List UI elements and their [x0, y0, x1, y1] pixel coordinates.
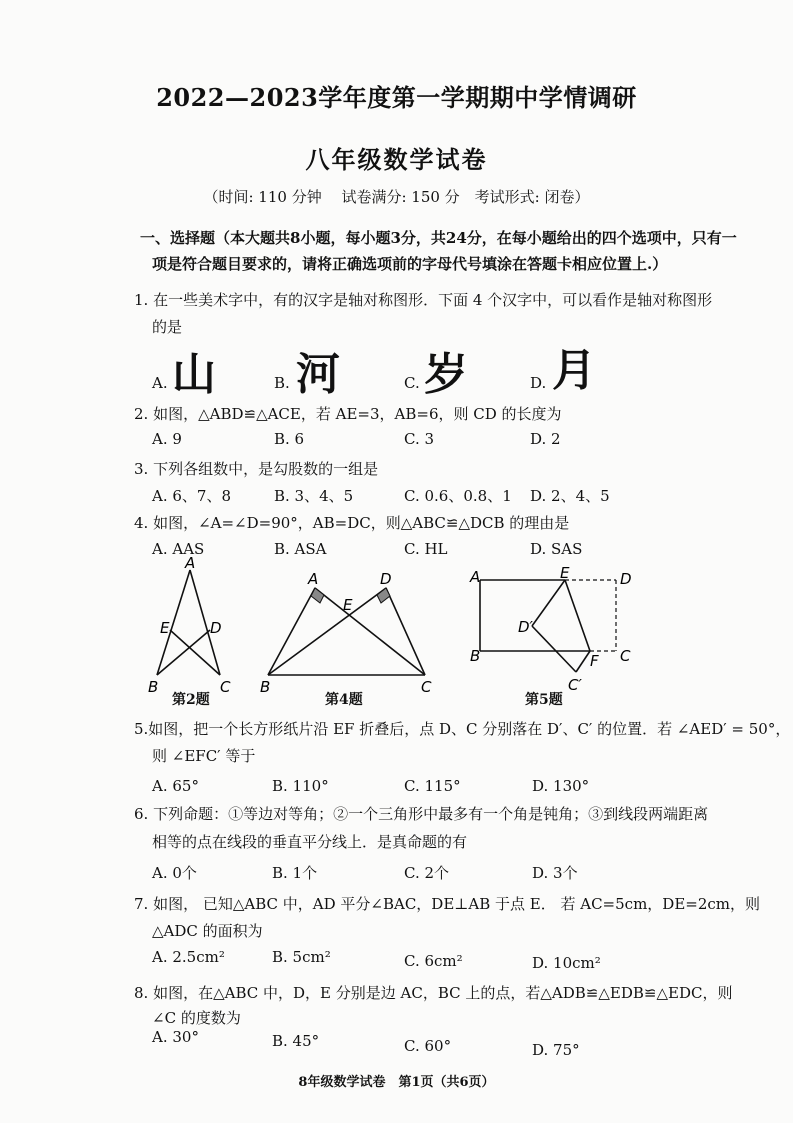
q1-option-d-char: 月 — [552, 345, 596, 396]
exam-title: 2022—2023学年度第一学期期中学情调研 — [156, 83, 637, 112]
q3-option-a: A. 6、7、8 — [152, 487, 231, 505]
q1-option-a-letter: A. — [152, 374, 168, 392]
q1-option-d-letter: D. — [530, 374, 547, 392]
q1-option-c-letter: C. — [404, 374, 420, 392]
fig5-caption: 第5题 — [525, 692, 563, 708]
fig4-right-angle-d — [377, 588, 390, 603]
fig5-label-e: E — [560, 564, 570, 582]
fig2-label-e: E — [160, 619, 170, 637]
q3-option-c: C. 0.6、0.8、1 — [404, 487, 512, 505]
q1-option-b-char: 河 — [296, 349, 340, 400]
q6-option-a: A. 0个 — [152, 864, 197, 882]
fig4-line-ab — [268, 588, 315, 675]
fig4-label-b: B — [260, 678, 271, 696]
fig2-caption: 第2题 — [172, 692, 210, 708]
fig4-label-a: A — [308, 570, 319, 588]
exam-info: （时间: 110 分钟 试卷满分: 150 分 考试形式: 闭卷） — [203, 188, 590, 206]
fig5-line-ef — [565, 580, 590, 651]
q3-text: 3. 下列各组数中，是勾股数的一组是 — [134, 460, 379, 478]
q5-text-line1: 5.如图，把一个长方形纸片沿 EF 折叠后，点 D、C 分别落在 D′、C′ 的位置．若 ∠AED′ = 50°， — [134, 720, 791, 738]
section-heading-line1: 一、选择题（本大题共8小题，每小题3分，共24分，在每小题给出的四个选项中，只有一 — [140, 229, 737, 247]
fig2-label-b: B — [148, 678, 159, 696]
figure-q4-diagram — [258, 568, 448, 698]
fig4-line-ac — [315, 588, 425, 675]
section-heading-line2: 项是符合题目要求的，请将正确选项前的字母代号填涂在答题卡相应位置上.） — [152, 255, 668, 273]
q1-text-line1: 1. 在一些美术字中，有的汉字是轴对称图形．下面 4 个汉字中，可以看作是轴对称图形 — [134, 291, 713, 309]
page-footer: 8年级数学试卷 第1页（共6页） — [298, 1075, 495, 1090]
q1-text-line2: 的是 — [152, 318, 183, 336]
q2-option-a: A. 9 — [152, 430, 182, 448]
fig5-label-c-prime: C′ — [568, 676, 582, 694]
fig4-line-dc — [386, 588, 425, 675]
figure-q5-diagram — [468, 566, 638, 696]
fig5-label-a: A — [470, 568, 481, 586]
q7-text-line1: 7. 如图， 已知△ABC 中，AD 平分∠BAC，DE⊥AB 于点 E． 若 AC=5cm，DE=2cm，则 — [134, 895, 761, 913]
q3-option-d: D. 2、4、5 — [530, 487, 610, 505]
q7-option-a: A. 2.5cm² — [152, 948, 225, 966]
q8-option-c: C. 60° — [404, 1037, 452, 1055]
fig2-label-a: A — [185, 554, 196, 572]
fig5-label-f: F — [590, 652, 599, 670]
q5-text-line2: 则 ∠EFC′ 等于 — [152, 747, 256, 765]
fig4-label-e: E — [343, 596, 353, 614]
fig5-label-d-prime: D′ — [518, 618, 533, 636]
q6-option-d: D. 3个 — [532, 864, 578, 882]
q5-option-b: B. 110° — [272, 777, 329, 795]
q4-option-d: D. SAS — [530, 540, 583, 558]
q1-option-a-char: 山 — [172, 349, 216, 400]
q6-option-b: B. 1个 — [272, 864, 318, 882]
q4-option-b: B. ASA — [274, 540, 327, 558]
fig2-label-c: C — [220, 678, 231, 696]
fig4-label-d: D — [380, 570, 392, 588]
q2-option-d: D. 2 — [530, 430, 561, 448]
figure-q2-diagram — [140, 554, 250, 710]
fig5-label-d: D — [620, 570, 632, 588]
q1-option-b-letter: B. — [274, 374, 290, 392]
q2-option-b: B. 6 — [274, 430, 305, 448]
fig5-line-dpcp — [532, 626, 576, 672]
q2-text: 2. 如图，△ABD≌△ACE，若 AE=3，AB=6，则 CD 的长度为 — [134, 405, 562, 423]
fig5-label-c: C — [620, 647, 631, 665]
fig4-label-c: C — [421, 678, 432, 696]
q5-option-a: A. 65° — [152, 777, 199, 795]
q5-option-d: D. 130° — [532, 777, 590, 795]
q4-option-a: A. AAS — [152, 540, 205, 558]
q4-option-c: C. HL — [404, 540, 448, 558]
q6-text-line1: 6. 下列命题：①等边对等角；②一个三角形中最多有一个角是钝角；③到线段两端距离 — [134, 805, 709, 823]
fig4-line-db — [268, 588, 386, 675]
exam-subtitle: 八年级数学试卷 — [305, 145, 488, 174]
q7-option-b: B. 5cm² — [272, 948, 331, 966]
fig5-line-cpf — [576, 651, 590, 672]
q8-option-d: D. 75° — [532, 1041, 580, 1059]
q6-option-c: C. 2个 — [404, 864, 450, 882]
fig5-line-edp — [532, 580, 565, 626]
q7-option-c: C. 6cm² — [404, 952, 463, 970]
q8-option-a: A. 30° — [152, 1028, 199, 1046]
q7-option-d: D. 10cm² — [532, 954, 601, 972]
fig4-caption: 第4题 — [325, 692, 363, 708]
q1-option-c-char: 岁 — [424, 349, 468, 400]
fig2-label-d: D — [210, 619, 222, 637]
fig5-label-b: B — [470, 647, 481, 665]
q6-text-line2: 相等的点在线段的垂直平分线上．是真命题的有 — [152, 833, 468, 851]
q8-text-line2: ∠C 的度数为 — [152, 1009, 241, 1027]
q5-option-c: C. 115° — [404, 777, 461, 795]
q3-option-b: B. 3、4、5 — [274, 487, 354, 505]
q8-option-b: B. 45° — [272, 1032, 320, 1050]
q8-text-line1: 8. 如图，在△ABC 中，D，E 分别是边 AC，BC 上的点，若△ADB≌△EDB≌△EDC，则 — [134, 984, 733, 1002]
q4-text: 4. 如图，∠A=∠D=90°，AB=DC，则△ABC≌△DCB 的理由是 — [134, 514, 570, 532]
q7-text-line2: △ADC 的面积为 — [152, 922, 263, 940]
q2-option-c: C. 3 — [404, 430, 435, 448]
